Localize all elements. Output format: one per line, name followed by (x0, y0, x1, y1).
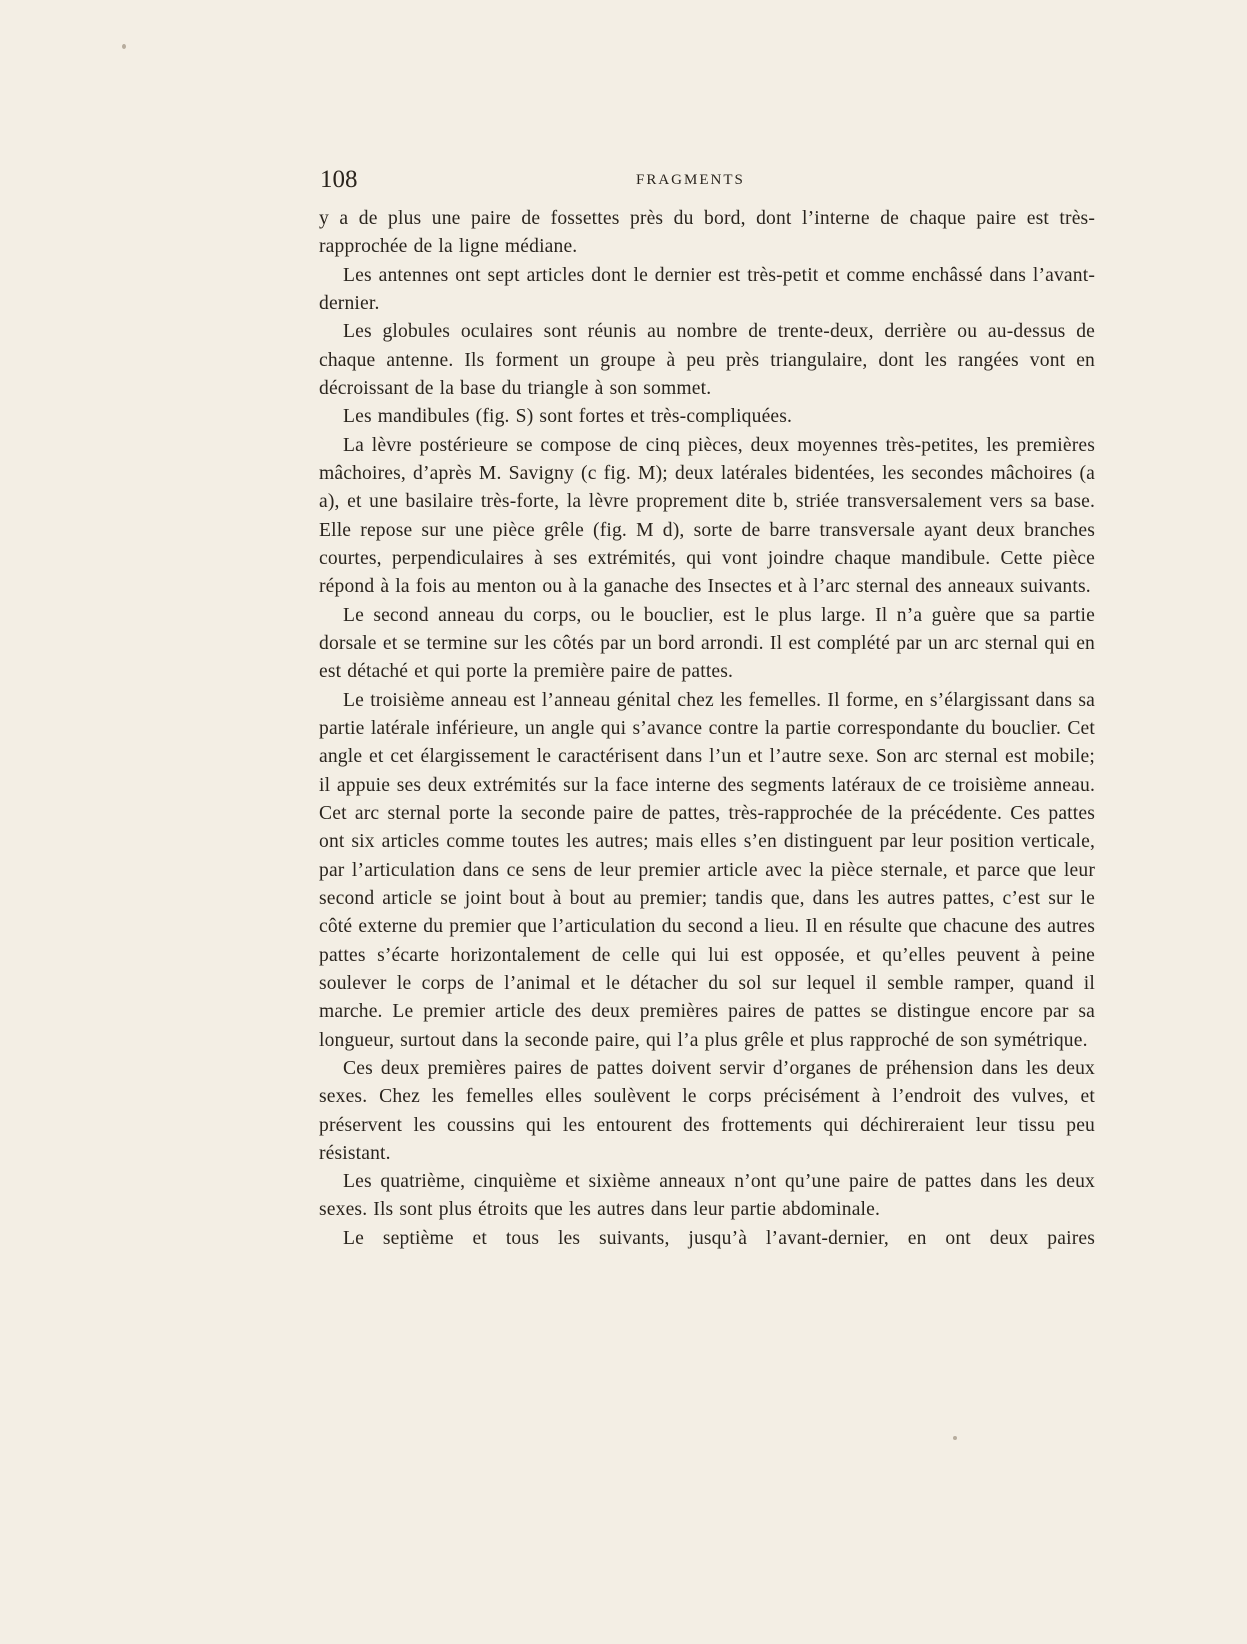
paragraph-1: y a de plus une paire de fossettes près du bord, dont l’interne de chaque paire est très-rapprochée de la ligne médiane. (319, 208, 1095, 258)
running-title: FRAGMENTS (636, 172, 745, 188)
paragraph-9: Les quatrième, cinquième et sixième anneaux n’ont qu’une paire de pattes dans les deux sexes. Ils sont plus étroits que les autres dans leur partie abdominale. (319, 1171, 1095, 1221)
page-number: 108 (320, 166, 358, 193)
paragraph-10: Le septième et tous les suivants, jusqu’à l’avant-dernier, en ont deux paires (343, 1227, 1095, 1249)
paragraph-3: Les globules oculaires sont réunis au nombre de trente-deux, derrière ou au-dessus de chaque antenne. Ils forment un groupe à peu près triangulaire, dont les rangées vont en décroissant de la base du triangle à son sommet. (319, 321, 1095, 399)
paragraph-2: Les antennes ont sept articles dont le dernier est très-petit et comme enchâssé dans l’avant-dernier. (319, 264, 1095, 314)
paragraph-5: La lèvre postérieure se compose de cinq pièces, deux moyennes très-petites, les premières mâchoires, d’après M. Savigny (c fig. M); deux latérales bidentées, les secondes mâchoires (a a), et une basilaire très-forte, la lèvre proprement dite b, striée transversalement vers sa base. Elle repose sur une pièce grêle (fig. M d), sorte de barre transversale ayant deux branches courtes, perpendiculaires à ses extrémités, qui vont joindre chaque mandibule. Cette pièce répond à la fois au menton ou à la ganache des Insectes et à l’arc sternal des anneaux suivants. (319, 434, 1095, 598)
paragraph-4: Les mandibules (fig. S) sont fortes et très-compliquées. (343, 406, 793, 428)
paper-speck (122, 44, 126, 49)
paragraph-8: Ces deux premières paires de pattes doivent servir d’organes de préhension dans les deux sexes. Chez les femelles elles soulèvent le corps précisément à l’endroit des vulves, et préservent les coussins qui les entourent des frottements qui déchireraient leur tissu peu résistant. (319, 1057, 1095, 1164)
paragraph-6: Le second anneau du corps, ou le bouclier, est le plus large. Il n’a guère que sa partie dorsale et se termine sur les côtés par un bord arrondi. Il est complété par un arc sternal qui en est détaché et qui porte la première paire de pattes. (319, 604, 1095, 683)
paragraph-7: Le troisième anneau est l’anneau génital chez les femelles. Il forme, en s’élargissant dans sa partie latérale inférieure, un angle qui s’avance contre la partie correspondante du bouclier. Cet angle et cet élargissement le caractérisent dans l’un et l’autre sexe. Son arc sternal est mobile; il appuie ses deux extrémités sur la face interne des segments latéraux de ce troisième anneau. Cet arc sternal porte la seconde paire de pattes, très-rapprochée de la précédente. Ces pattes ont six articles comme toutes les autres; mais elles s’en distinguent par leur position verticale, par l’articulation dans ce sens de leur premier article avec la pièce sternale, et parce que leur second article se joint bout à bout au premier; tandis que, dans les autres pattes, c’est sur le côté externe du premier que l’articulation du second a lieu. Il en résulte que chacune des autres pattes s’écarte horizontalement de celle qui lui est opposée, et qu’elles peuvent à peine soulever le corps de l’animal et le détacher du sol sur lequel il semble ramper, quand il marche. Le premier article des deux premières paires de pattes se distingue encore par sa longueur, surtout dans la seconde paire, qui l’a plus grêle et plus rapproché de son symétrique. (319, 689, 1095, 1051)
body-text (319, 205, 1095, 1253)
paper-speck (953, 1436, 957, 1440)
running-head (320, 166, 1100, 196)
